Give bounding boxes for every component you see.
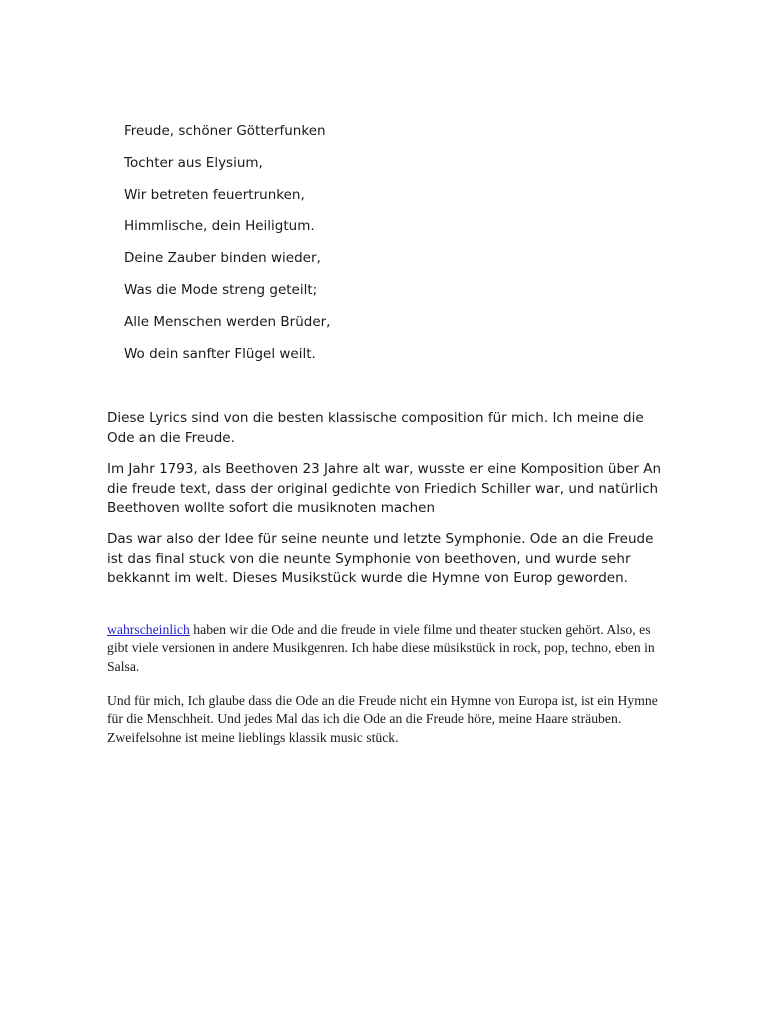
poem-line: Tochter aus Elysium, bbox=[124, 154, 263, 171]
poem-line: Freude, schöner Götterfunken bbox=[124, 123, 326, 139]
poem-line: Wir betreten feuertrunken, bbox=[124, 186, 305, 203]
paragraph-symphony: Das war also der Idee für seine neunte und letzte Symphonie. Ode an die Freude ist das final stuck von die neunte Symphonie von beethoven, und wurde sehr bekkannt im welt. Dieses Musikstück wurde die Hymne von Europ geworden. bbox=[107, 531, 654, 586]
poem-line: Himmlische, dein Heiligtum. bbox=[124, 218, 315, 235]
paragraph-intro: Diese Lyrics sind von die besten klassische composition für mich. Ich meine die Ode an die Freude. bbox=[107, 410, 644, 446]
paragraph-history: Im Jahr 1793, als Beethoven 23 Jahre alt war, wusste er eine Komposition über An die freude text, dass der original gedichte von Friedich Schiller war, und natürlich Beethoven wollte sofort die musiknoten machen bbox=[107, 461, 662, 516]
poem-line: Alle Menschen werden Brüder, bbox=[124, 313, 331, 330]
wahrscheinlich-link[interactable]: wahrscheinlich bbox=[107, 622, 190, 637]
paragraph-versions-text: haben wir die Ode and die freude in viele filme und theater stucken gehört. Also, es gibt viele versionen in andere Musikgenren. Ich habe diese müsikstück in rock, pop, techno, eben in Salsa. bbox=[107, 622, 655, 674]
poem-line: Deine Zauber binden wieder, bbox=[124, 250, 321, 267]
paragraph-conclusion: Und für mich, Ich glaube dass die Ode an die Freude nicht ein Hymne von Europa ist, ist ein Hymne für die Menschheit. Und jedes Mal das ich die Ode an die Freude höre, meine Haare sträuben. Zweifelsohne ist meine lieblings klassik music stück. bbox=[107, 693, 658, 745]
poem-line: Wo dein sanfter Flügel weilt. bbox=[124, 345, 316, 362]
poem-line: Was die Mode streng geteilt; bbox=[124, 281, 318, 298]
paragraph-versions bbox=[107, 621, 667, 676]
poem-stanza bbox=[124, 122, 330, 376]
